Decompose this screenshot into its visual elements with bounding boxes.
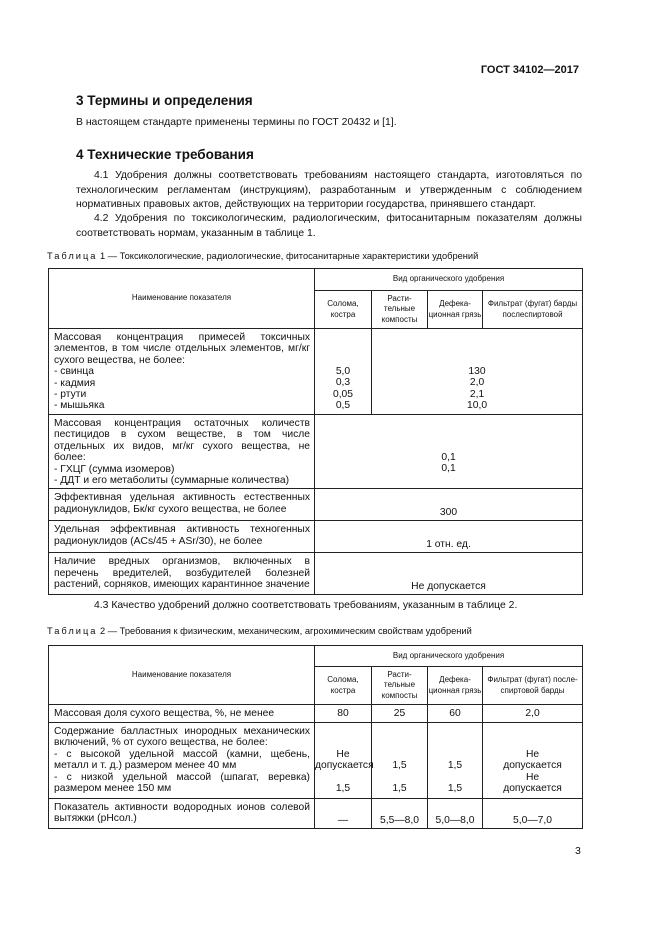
row-label: Эффективная удельная активность естественных радионуклидов, Бк/кг сухого вещества, не более [49, 489, 315, 521]
table-row [49, 329, 583, 415]
table-row [49, 489, 583, 521]
cell-value: 5,0—7,0 [483, 799, 583, 829]
table-2-caption-text: 2 — Требования к физическим, механическим, агрохимическим свойствам удобрений [100, 626, 472, 636]
list-item: - свинца [54, 366, 94, 378]
cell-value: 0,5 [335, 400, 351, 412]
table-2-header-col: Дефека-ционная грязь [428, 667, 483, 705]
row-label: Массовая доля сухого вещества, %, не менее [49, 705, 315, 723]
cell-value: допускается [503, 783, 562, 795]
paragraph-4-3: 4.3 Качество удобрений должно соответствовать требованиям, указанным в таблице 2. [94, 600, 518, 611]
list-item: - мышьяка [54, 400, 105, 412]
row-label: Массовая концентрация примесей токсичных элементов, в том числе отдельных элементов, мг/кг сухого вещества, не более: [54, 332, 310, 366]
table-1-header-col: Фильтрат (фугат) барды послеспиртовой [483, 291, 583, 329]
table-row [49, 723, 583, 799]
section-4-heading: 4 Технические требования [76, 147, 254, 162]
row-label: Наличие вредных организмов, включенных в перечень вредителей, возбудителей болезней растений, сорняков, имеющих карантинное значение [49, 553, 315, 595]
cell-value: 5,0—8,0 [428, 799, 483, 829]
page-number: 3 [575, 845, 581, 857]
cell-value: 0,1 [441, 452, 456, 463]
cell-value: 0,05 [332, 388, 354, 400]
table-2-header-col: Расти-тельные компосты [372, 667, 428, 705]
cell-value: 2,0 [483, 705, 583, 723]
cell-value: допускается [503, 760, 562, 772]
table-2-header-col: Фильтрат (фугат) после-спиртовой барды [483, 667, 583, 705]
table-1-caption [47, 251, 478, 261]
list-item: - с высокой удельной массой (камни, щебень, металл и т. д.) размером менее 40 мм [54, 748, 310, 772]
table-1 [48, 268, 583, 595]
table-2-header-name: Наименование показателя [49, 646, 315, 705]
table-1-header-col: Расти-тельные компосты [372, 291, 428, 329]
table-row [49, 553, 583, 595]
row-label: Показатель активности водородных ионов солевой вытяжки (рНсол.) [49, 799, 315, 829]
cell-value: 2,1 [469, 388, 485, 400]
list-item: - ртути [54, 389, 87, 401]
table-2-header-group: Вид органического удобрения [315, 646, 583, 667]
table-row [49, 521, 583, 553]
table-2 [48, 645, 583, 829]
cell-value: 0,1 [441, 463, 456, 475]
document-number: ГОСТ 34102—2017 [480, 64, 579, 76]
table-1-header-col: Дефека-ционная грязь [428, 291, 483, 329]
table-1-caption-text: 1 — Токсикологические, радиологические, фитосанитарные характеристики удобрений [100, 251, 479, 261]
cell-value: 25 [372, 705, 428, 723]
cell-value: 1,5 [392, 760, 407, 772]
cell-value: 1 отн. ед. [315, 521, 583, 553]
table-row [49, 705, 583, 723]
section-3-text: В настоящем стандарте применены термины по ГОСТ 20432 и [1]. [76, 117, 397, 128]
cell-value: 0,3 [335, 377, 351, 389]
cell-value: 80 [315, 705, 372, 723]
list-item: - кадмия [54, 377, 96, 389]
table-2-caption-label: Таблица [47, 626, 98, 636]
list-item: - ДДТ и его метаболиты (суммарные количества) [54, 475, 290, 487]
table-1-header-name: Наименование показателя [49, 269, 315, 329]
row-label: Массовая концентрация остаточных количеств пестицидов в сухом веществе, в том числе отдельных их видов, мг/кг сухого вещества, не более: [54, 418, 310, 464]
cell-value: 1,5 [447, 760, 463, 772]
cell-value: 130 [468, 366, 486, 377]
table-1-caption-label: Таблица [47, 251, 98, 261]
cell-value: Не [525, 771, 540, 783]
cell-value: 1,5 [392, 783, 407, 795]
row-label: Удельная эффективная активность техногенных радионуклидов (ACs/45 + ASr/30), не более [49, 521, 315, 553]
cell-value: 10,0 [467, 400, 488, 412]
cell-value: — [315, 799, 372, 829]
table-row [49, 799, 583, 829]
cell-value: 5,5—8,0 [372, 799, 428, 829]
cell-value: 60 [428, 705, 483, 723]
list-item: - с низкой удельной массой (шпагат, веревка) размером менее 150 мм [54, 771, 310, 795]
table-2-header-col: Солома, костра [315, 667, 372, 705]
list-item: - ГХЦГ (сумма изомеров) [54, 463, 175, 475]
cell-value: 1,5 [335, 783, 351, 795]
cell-value: Не [336, 749, 350, 760]
paragraph-4-2: 4.2 Удобрения по токсикологическим, радиологическим, фитосанитарным показателям должны соответствовать нормам, указанным в таблице 1. [76, 213, 582, 239]
table-1-header-col: Солома, костра [315, 291, 372, 329]
cell-value: 5,0 [335, 366, 351, 377]
table-1-header-group: Вид органического удобрения [315, 269, 583, 291]
cell-value: 1,5 [447, 783, 463, 795]
table-row [49, 415, 583, 489]
cell-value: 2,0 [469, 377, 485, 389]
cell-value: 300 [315, 489, 583, 521]
table-2-caption [47, 626, 472, 636]
cell-value: допускается [315, 760, 374, 772]
cell-value: Не [525, 749, 540, 760]
cell-value: Не допускается [315, 553, 583, 595]
section-3-heading: 3 Термины и определения [76, 93, 253, 108]
paragraph-4-1: 4.1 Удобрения должны соответствовать требованиям настоящего стандарта, изготовляться по технологическим регламентам (инструкциям), разработанным и утвержденным с соблюдением нормативных правовых актов, действующих на территории государства, принявшего стандарт. [76, 170, 582, 211]
row-label: Содержание балластных инородных механических включений, % от сухого вещества, не более: [54, 726, 310, 749]
